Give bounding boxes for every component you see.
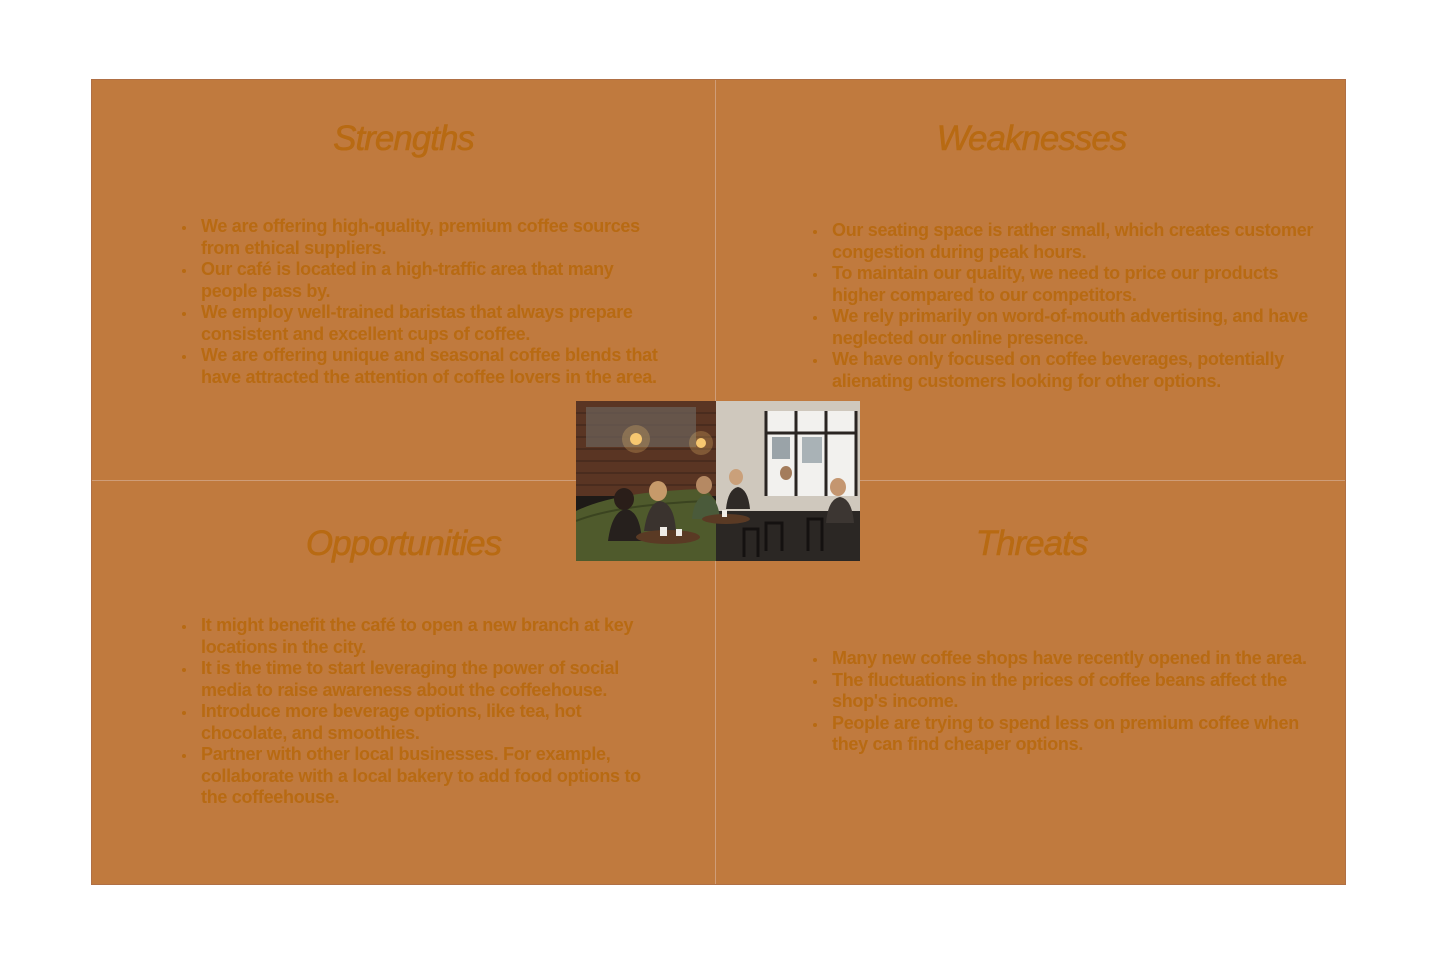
opportunities-item: • It might benefit the café to open a new branch at key locations in the city. bbox=[197, 615, 667, 658]
threats-item: • People are trying to spend less on premium coffee when they can find cheaper options. bbox=[828, 713, 1324, 756]
weaknesses-list bbox=[802, 220, 1324, 392]
threats-list bbox=[802, 648, 1324, 756]
weaknesses-item: • We have only focused on coffee beverages, potentially alienating customers looking for other options. bbox=[828, 349, 1324, 392]
weaknesses-item: • We rely primarily on word-of-mouth advertising, and have neglected our online presence. bbox=[828, 306, 1324, 349]
weaknesses-title: Weaknesses bbox=[936, 119, 1127, 158]
strengths-list bbox=[171, 216, 667, 388]
threats-item: • Many new coffee shops have recently opened in the area. bbox=[828, 648, 1324, 670]
weaknesses-item: • To maintain our quality, we need to price our products higher compared to our competitors. bbox=[828, 263, 1324, 306]
strengths-item: • We are offering unique and seasonal coffee blends that have attracted the attention of coffee lovers in the area. bbox=[197, 345, 667, 388]
opportunities-item: • It is the time to start leveraging the power of social media to raise awareness about the coffeehouse. bbox=[197, 658, 667, 701]
strengths-item: • Our café is located in a high-traffic area that many people pass by. bbox=[197, 259, 667, 302]
weaknesses-item: • Our seating space is rather small, which creates customer congestion during peak hours. bbox=[828, 220, 1324, 263]
opportunities-item: • Introduce more beverage options, like tea, hot chocolate, and smoothies. bbox=[197, 701, 667, 744]
threats-item: • The fluctuations in the prices of coffee beans affect the shop's income. bbox=[828, 670, 1324, 713]
opportunities-title: Opportunities bbox=[305, 524, 502, 563]
opportunities-list bbox=[171, 615, 667, 809]
strengths-item: • We employ well-trained baristas that always prepare consistent and excellent cups of coffee. bbox=[197, 302, 667, 345]
threats-title: Threats bbox=[975, 524, 1088, 563]
opportunities-item: • Partner with other local businesses. For example, collaborate with a local bakery to add food options to the coffeehouse. bbox=[197, 744, 667, 809]
cafe-interior-photo bbox=[576, 401, 860, 561]
strengths-item: • We are offering high-quality, premium coffee sources from ethical suppliers. bbox=[197, 216, 667, 259]
strengths-title: Strengths bbox=[333, 119, 474, 158]
